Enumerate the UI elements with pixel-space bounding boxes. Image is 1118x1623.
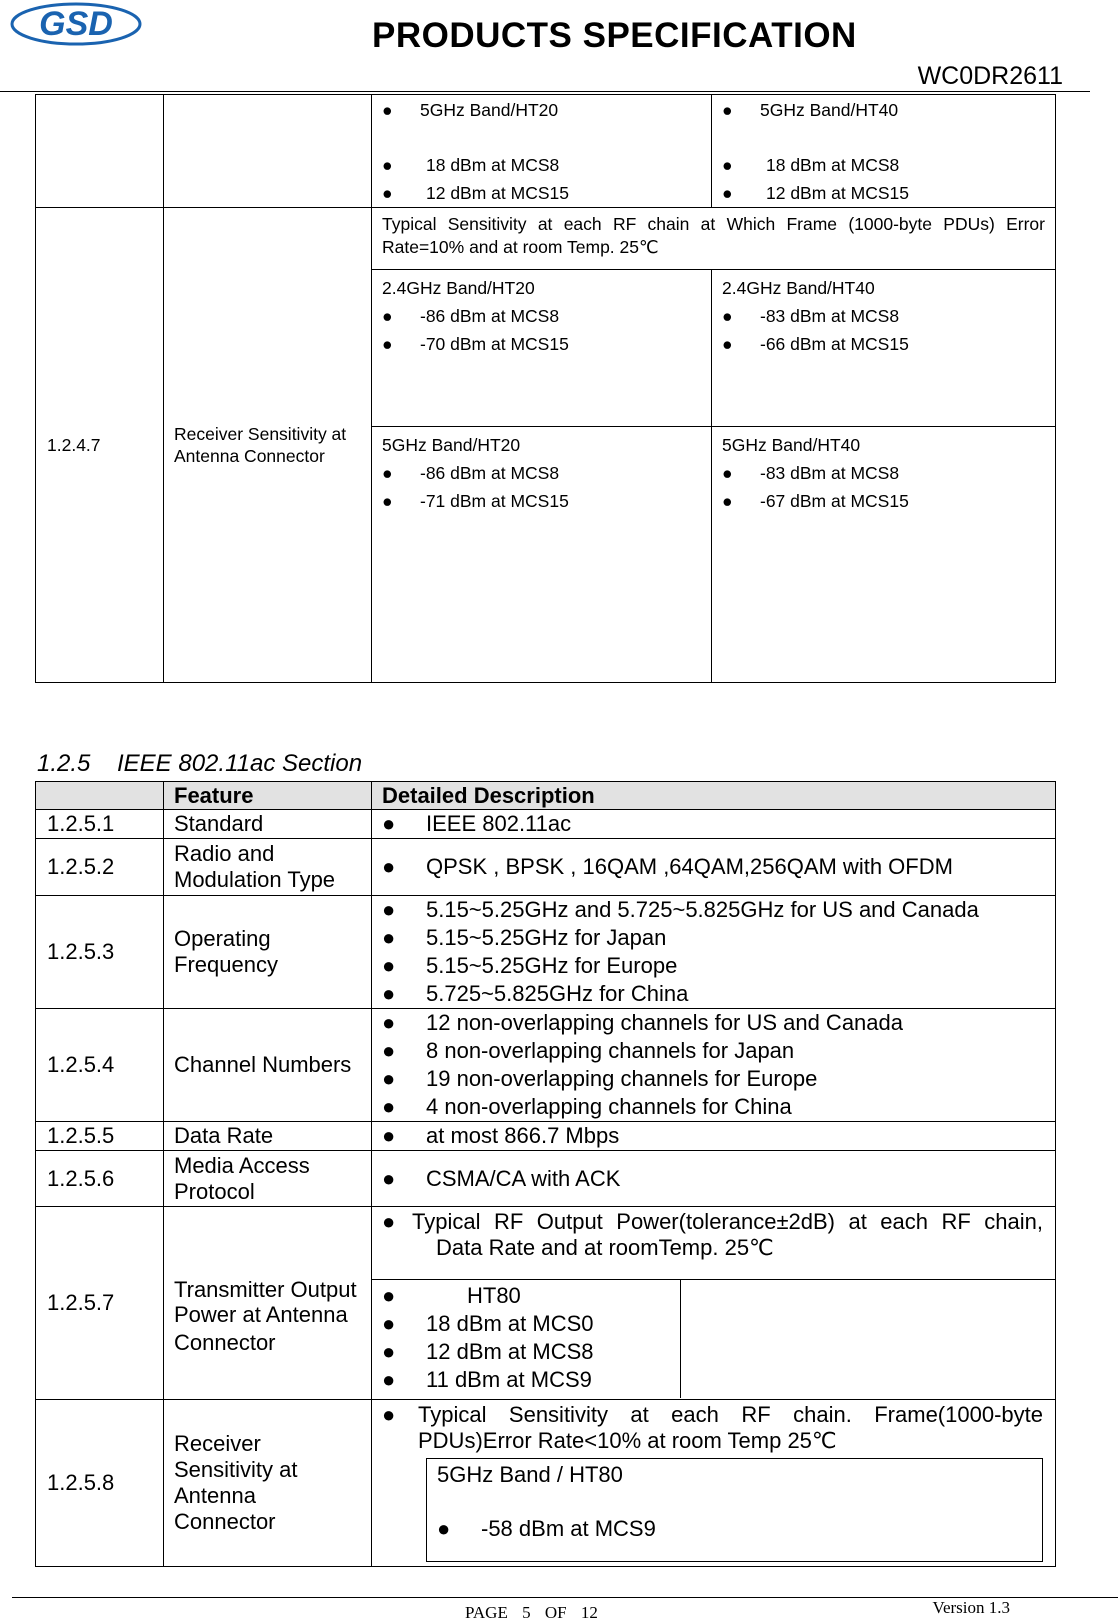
row-number: 1.2.5.1 [36,810,164,839]
feature-label: Media Access Protocol [164,1151,372,1207]
rx-24g-ht20-cell [372,270,712,427]
tx-description: Typical RF Output Power(tolerance±2dB) at each RF chain, [412,1209,1043,1234]
mode-label: HT80 [467,1283,521,1308]
list-item: 12 dBm at MCS15 [426,183,569,203]
page-label: PAGE [465,1603,508,1622]
list-item: 18 dBm at MCS8 [426,155,560,175]
tx-5g-ht20-cell [372,95,712,208]
list-item: 12 non-overlapping channels for US and Canada [426,1010,903,1035]
description-cell [372,1151,1056,1207]
spec-table-80211ac [35,781,1056,1567]
document-title: PRODUCTS SPECIFICATION [372,16,857,55]
list-item: -86 dBm at MCS8 [420,306,560,326]
list-item: 19 non-overlapping channels for Europe [426,1066,818,1091]
bullet-icon: ● [382,1010,396,1035]
tx-description-line2: Data Rate and at roomTemp. 25℃ [436,1235,774,1260]
table-row [36,896,1056,1009]
logo-text: GSD [39,5,113,43]
section-heading [37,750,362,778]
feature-label-line: Power at Antenna Connector [174,1302,348,1355]
description-cell [372,1122,1056,1151]
bullet-icon: ● [722,306,733,326]
spec-table-upper [35,94,1056,683]
feature-label: Receiver Sensitivity at Antenna Connector [164,208,372,683]
description-cell [372,1009,1056,1122]
bullet-icon: ● [437,1516,451,1541]
empty-cell [681,1280,1055,1398]
bullet-icon: ● [382,1367,396,1392]
row-number: 1.2.5.3 [36,896,164,1009]
table-row [36,1009,1056,1122]
feature-label: Radio and Modulation Type [164,839,372,896]
page-number [465,1603,598,1623]
table-row [36,1207,1056,1400]
bullet-icon: ● [382,1339,396,1364]
bullet-icon: ● [722,334,733,354]
table-row [36,1400,1056,1567]
bullet-icon: ● [382,1402,396,1427]
list-item: 12 dBm at MCS8 [426,1339,594,1364]
list-item: -83 dBm at MCS8 [760,463,900,483]
feature-label: Standard [164,810,372,839]
empty-cell [36,95,164,208]
rx-5g-ht20-cell [372,427,712,683]
description-cell [372,1400,1056,1567]
header-number [36,782,164,810]
list-item: 5.15~5.25GHz for Japan [426,925,667,950]
bullet-icon: ● [722,155,733,175]
bullet-icon: ● [382,1311,396,1336]
table-row [36,810,1056,839]
list-item: QPSK , BPSK , 16QAM ,64QAM,256QAM with OFDM [426,854,953,879]
total-pages: 12 [580,1603,598,1622]
table-row [36,208,1056,270]
bullet-icon: ● [382,1038,396,1063]
bullet-icon: ● [382,183,393,203]
feature-label-line: Transmitter Output [174,1277,357,1302]
row-number: 1.2.5.6 [36,1151,164,1207]
band-label: 5GHz Band / HT80 [437,1462,623,1487]
row-number: 1.2.5.8 [36,1400,164,1567]
list-item: 5.15~5.25GHz for Europe [426,953,678,978]
list-item: 8 non-overlapping channels for Japan [426,1038,795,1063]
row-number: 1.2.5.2 [36,839,164,896]
version-number: 1.3 [988,1598,1010,1617]
list-item: 5.15~5.25GHz and 5.725~5.825GHz for US and Canada [426,897,979,922]
band-label: 5GHz Band/HT20 [420,100,559,120]
bullet-icon: ● [382,1283,396,1308]
of-label: OF [544,1603,567,1622]
list-item: at most 866.7 Mbps [426,1123,620,1148]
rx-description: Typical Sensitivity at each RF chain. Frame(1000-byte PDUs)Error Rate<10% at room Temp 25℃ [418,1402,1043,1453]
band-label: 2.4GHz Band/HT40 [722,278,875,298]
table-header-row [36,782,1056,810]
bullet-icon: ● [382,854,396,879]
section-number: 1.2.5 [37,750,91,777]
current-page: 5 [522,1603,531,1622]
feature-label [164,1207,372,1400]
bullet-icon: ● [382,491,393,511]
row-number: 1.2.5.4 [36,1009,164,1122]
bullet-icon: ● [382,981,396,1006]
bullet-icon: ● [722,183,733,203]
list-item: -86 dBm at MCS8 [420,463,560,483]
table-row [36,95,1056,208]
bullet-icon: ● [382,100,393,120]
description-cell [372,896,1056,1009]
tx-5g-ht40-cell [712,95,1056,208]
empty-cell [164,95,372,208]
list-item: 11 dBm at MCS9 [426,1367,592,1392]
list-item: 18 dBm at MCS8 [766,155,900,175]
list-item: -83 dBm at MCS8 [760,306,900,326]
bullet-icon: ● [382,306,393,326]
bullet-icon: ● [382,334,393,354]
row-number: 1.2.5.7 [36,1207,164,1400]
band-label: 5GHz Band/HT40 [760,100,899,120]
list-item: IEEE 802.11ac [426,811,572,836]
list-item: 12 dBm at MCS15 [766,183,909,203]
bullet-icon: ● [382,1094,396,1119]
rx-5g-ht40-cell [712,427,1056,683]
sensitivity-description: Typical Sensitivity at each RF chain at Which Frame (1000-byte PDUs) Error Rate=10% and at room Temp. 25℃ [372,208,1056,270]
bullet-icon: ● [382,953,396,978]
description-cell [372,810,1056,839]
bullet-icon: ● [382,1066,396,1091]
list-item: -67 dBm at MCS15 [760,491,909,511]
bullet-icon: ● [382,897,396,922]
bullet-icon: ● [382,1123,396,1148]
list-item: CSMA/CA with ACK [426,1165,621,1191]
section-title: IEEE 802.11ac Section [117,750,363,777]
gsd-logo [10,2,142,46]
rx-ht80-box [426,1458,1043,1562]
bullet-icon: ● [382,155,393,175]
list-item: 18 dBm at MCS0 [426,1311,594,1336]
bullet-icon: ● [382,925,396,950]
document-code: WC0DR2611 [917,62,1063,90]
feature-label: Receiver Sensitivity at Antenna Connector [164,1400,372,1567]
table-row [36,839,1056,896]
bullet-icon: ● [382,1165,396,1191]
bullet-icon: ● [722,100,733,120]
description-cell [372,1207,1056,1400]
table-row [36,1122,1056,1151]
bullet-icon: ● [722,491,733,511]
list-item: -71 dBm at MCS15 [420,491,569,511]
version-text: Version [932,1598,985,1617]
row-number: 1.2.5.5 [36,1122,164,1151]
version-label [933,1598,1010,1618]
band-label: 5GHz Band/HT40 [722,435,861,455]
ht80-power-cell [372,1280,681,1398]
bullet-icon: ● [382,811,396,836]
header-description: Detailed Description [372,782,1056,810]
feature-label: Data Rate [164,1122,372,1151]
list-item: 4 non-overlapping channels for China [426,1094,792,1119]
rx-24g-ht40-cell [712,270,1056,427]
list-item: -66 dBm at MCS15 [760,334,909,354]
bullet-icon: ● [382,463,393,483]
list-item: 5.725~5.825GHz for China [426,981,689,1006]
feature-label: Channel Numbers [164,1009,372,1122]
feature-label: Operating Frequency [164,896,372,1009]
list-item: -70 dBm at MCS15 [420,334,569,354]
header-feature: Feature [164,782,372,810]
bullet-icon: ● [722,463,733,483]
band-label: 5GHz Band/HT20 [382,435,521,455]
table-row [36,1151,1056,1207]
row-number: 1.2.4.7 [36,208,164,683]
band-label: 2.4GHz Band/HT20 [382,278,535,298]
bullet-icon: ● [382,1209,396,1234]
header-rule [0,91,1090,92]
description-cell [372,839,1056,896]
list-item: -58 dBm at MCS9 [481,1516,656,1541]
